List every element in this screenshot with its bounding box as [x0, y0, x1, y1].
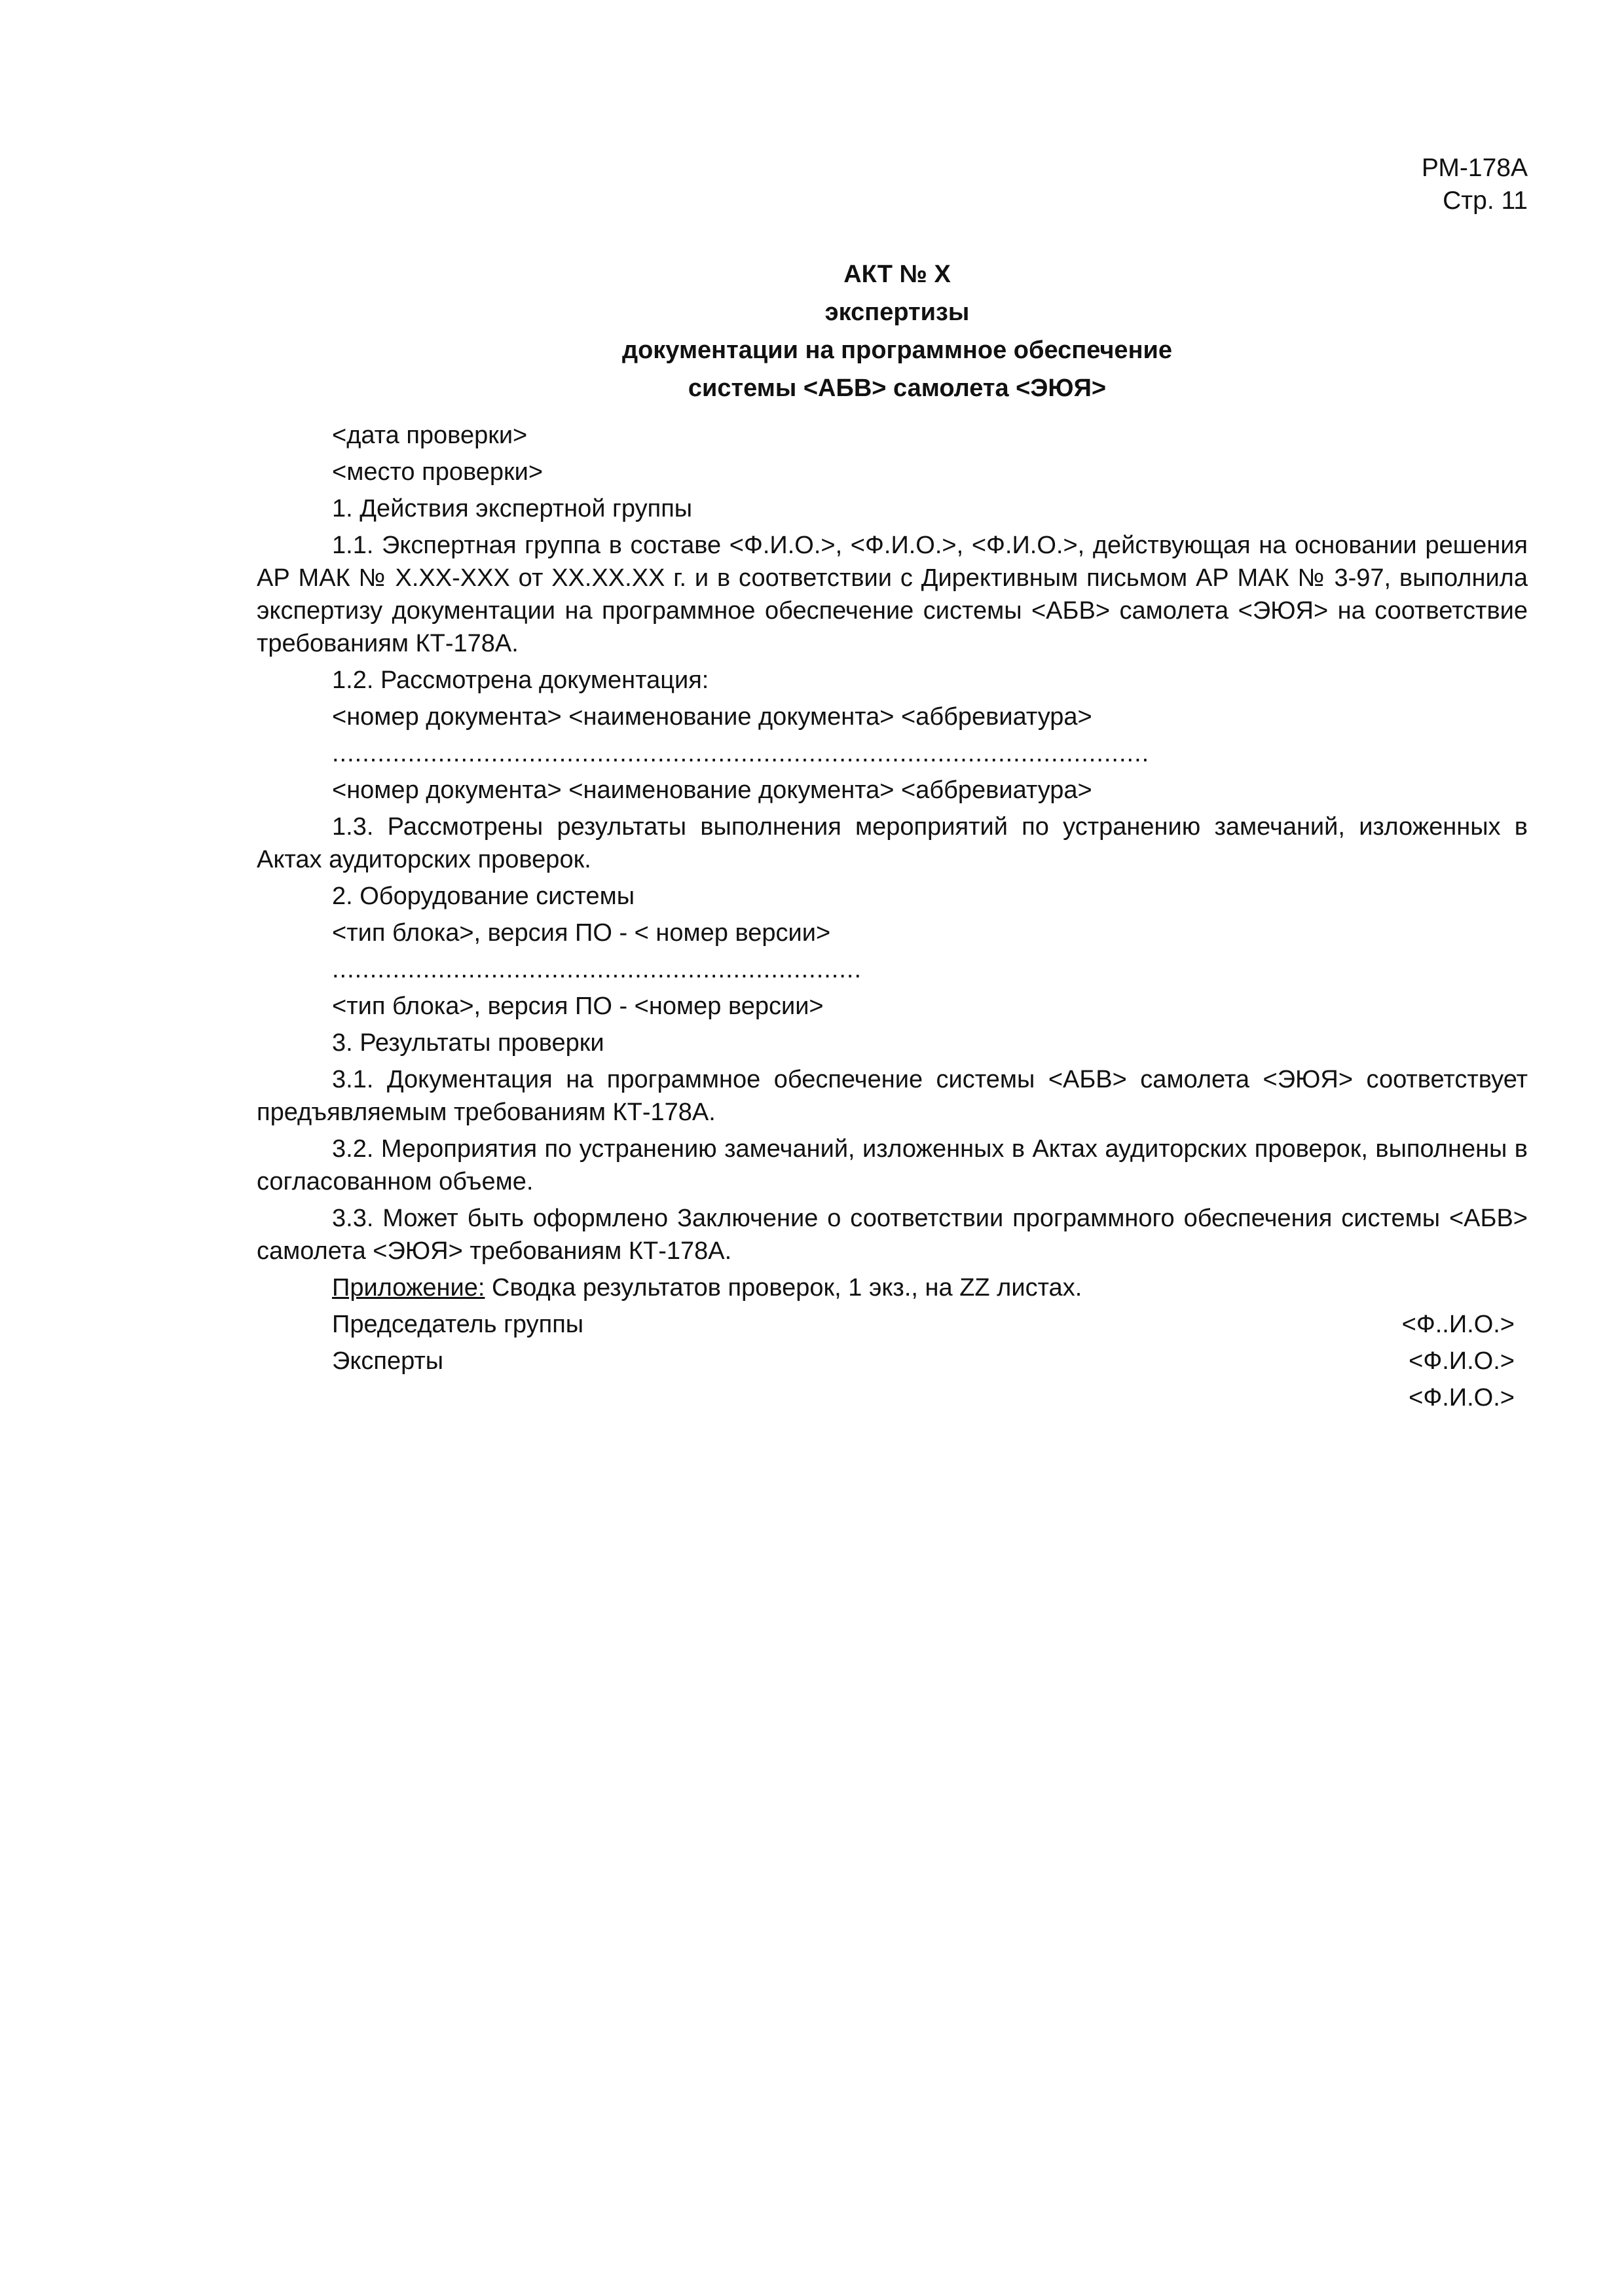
- document-body: [257, 419, 1528, 1418]
- signature-row-chair: [257, 1308, 1528, 1341]
- equipment-list-item: <тип блока>, версия ПО - < номер версии>: [332, 919, 831, 947]
- equipment-list-ellipsis: ......................................................................: [332, 956, 862, 983]
- document-list-item: <номер документа> <наименование документа> <аббревиатура>: [332, 776, 1092, 804]
- section-1-heading: 1. Действия экспертной группы: [332, 495, 693, 522]
- document-list-item: <номер документа> <наименование документа> <аббревиатура>: [332, 703, 1092, 731]
- page-number: Стр. 11: [1443, 187, 1528, 215]
- inspection-place: <место проверки>: [332, 458, 544, 486]
- expert-name: <Ф.И.О.>: [1409, 1347, 1515, 1375]
- title-line-1: АКТ № Х: [843, 261, 951, 288]
- experts-label: Эксперты: [332, 1347, 444, 1375]
- appendix-line: [257, 1271, 1528, 1304]
- signature-row-experts: [257, 1345, 1528, 1377]
- document-code: РМ-178А: [1421, 154, 1528, 182]
- chair-label: Председатель группы: [332, 1311, 584, 1338]
- expert-name: <Ф.И.О.>: [1409, 1384, 1515, 1412]
- paragraph-1-3: 1.3. Рассмотрены результаты выполнения мероприятий по устранению замечаний, изложенных в Актах аудиторских проверок.: [257, 813, 1528, 873]
- appendix-text: Сводка результатов проверок, 1 экз., на ZZ листах.: [485, 1274, 1082, 1302]
- inspection-date: <дата проверки>: [332, 422, 528, 449]
- signature-row-expert-2: [257, 1381, 1528, 1414]
- document-list-ellipsis: ............................................................................................................: [332, 740, 1150, 767]
- paragraph-3-2: 3.2. Мероприятия по устранению замечаний, изложенных в Актах аудиторских проверок, выполнены в согласованном объеме.: [257, 1135, 1528, 1195]
- paragraph-1-1: 1.1. Экспертная группа в составе <Ф.И.О.>, <Ф.И.О.>, <Ф.И.О.>, действующая на основании решения АР МАК № Х.ХХ-ХХХ от ХХ.ХХ.ХХ г. и в соответствии с Директивным письмом АР МАК № 3-97, выполнила экспертизу документации на программное обеспечение системы <АБВ> самолета <ЭЮЯ> на соответствие требованиям КТ-178А.: [257, 532, 1528, 657]
- title-line-4: системы <АБВ> самолета <ЭЮЯ>: [688, 374, 1107, 402]
- section-2-heading: 2. Оборудование системы: [332, 883, 635, 910]
- appendix-label: Приложение:: [332, 1274, 485, 1302]
- page-header: [1422, 152, 1528, 217]
- paragraph-1-2: 1.2. Рассмотрена документация:: [332, 666, 709, 694]
- section-3-heading: 3. Результаты проверки: [332, 1029, 604, 1057]
- document-title: [0, 255, 1624, 407]
- equipment-list-item: <тип блока>, версия ПО - <номер версии>: [332, 993, 824, 1020]
- title-line-2: экспертизы: [824, 299, 970, 326]
- title-line-3: документации на программное обеспечение: [621, 337, 1173, 364]
- paragraph-3-1: 3.1. Документация на программное обеспечение системы <АБВ> самолета <ЭЮЯ> соответствует предъявляемым требованиям КТ-178А.: [257, 1066, 1528, 1126]
- chair-name: <Ф..И.О.>: [1401, 1311, 1515, 1338]
- paragraph-3-3: 3.3. Может быть оформлено Заключение о соответствии программного обеспечения системы <АБВ> самолета <ЭЮЯ> требованиям КТ-178А.: [257, 1205, 1528, 1265]
